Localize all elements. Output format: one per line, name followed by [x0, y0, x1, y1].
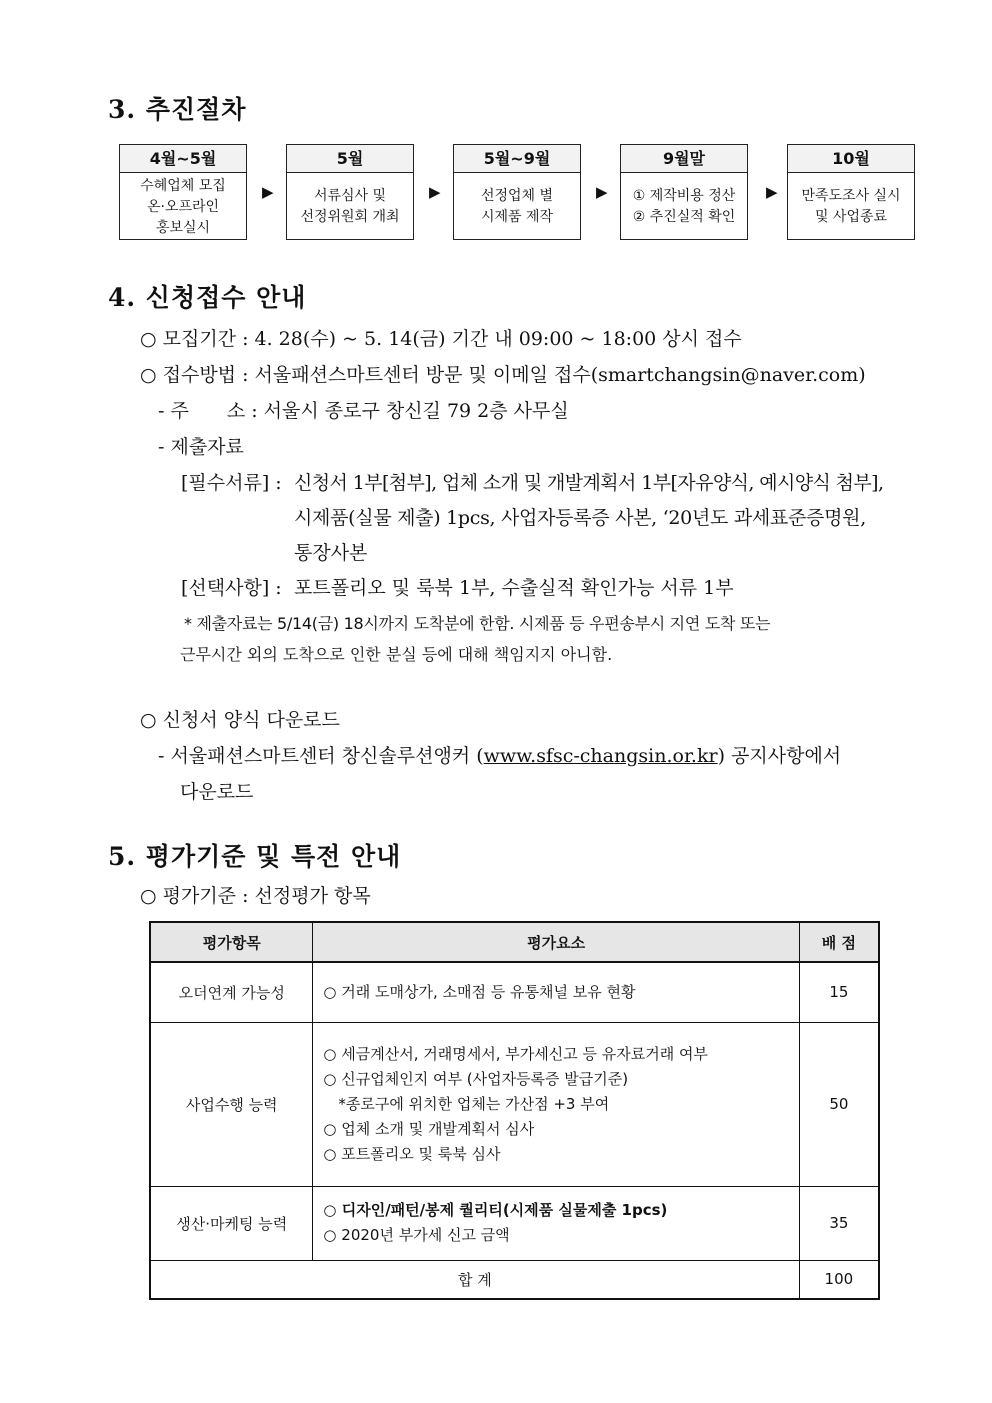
- download-suffix: ) 공지사항에서: [717, 745, 842, 767]
- required-docs-line: 시제품(실물 제출) 1pcs, 사업자등록증 사본, ‘20년도 과세표준증명원,: [294, 507, 866, 529]
- step-text: 시제품 제작: [480, 209, 554, 225]
- section-4-title: 4. 신청접수 안내: [108, 283, 307, 312]
- row-elements: [313, 1186, 799, 1260]
- section-5-title: 5. 평가기준 및 특전 안내: [108, 842, 402, 871]
- table-row: [150, 1022, 879, 1186]
- step-period: 10월: [788, 145, 914, 173]
- step-text: 수혜업체 모집: [140, 177, 226, 194]
- address: - 주 소 : 서울시 종로구 창신길 79 2층 사무실: [158, 400, 569, 422]
- step-text: 서류심사 및: [313, 188, 387, 204]
- element-line: ○ 세금계산서, 거래명세서, 부가세신고 등 유자료거래 여부: [323, 1044, 708, 1063]
- arrow-right-icon: ▶: [596, 183, 608, 201]
- step-text: ① 제작비용 정산: [632, 188, 736, 204]
- row-score: 50: [799, 1022, 879, 1186]
- process-step-5: [787, 144, 915, 240]
- header-item: 평가항목: [150, 922, 313, 962]
- row-item: 오더연계 가능성: [150, 962, 313, 1022]
- element-line: ○ 포트폴리오 및 룩북 심사: [323, 1144, 501, 1163]
- optional-docs-label: [선택사항] :: [181, 577, 282, 599]
- step-text: 선정업체 별: [480, 188, 554, 204]
- arrow-right-icon: ▶: [766, 183, 778, 201]
- step-text: 온·오프라인: [146, 198, 220, 215]
- download-label: ○ 신청서 양식 다운로드: [140, 709, 340, 731]
- header-score: 배 점: [799, 922, 879, 962]
- step-period: 4월~5월: [120, 145, 246, 173]
- website-link[interactable]: www.sfsc-changsin.or.kr: [483, 745, 718, 767]
- step-text: ② 추진실적 확인: [632, 209, 736, 225]
- step-text: 홍보실시: [155, 219, 211, 236]
- apply-method: ○ 접수방법 : 서울패션스마트센터 방문 및 이메일 접수(smartchangsin@naver.com): [140, 364, 866, 386]
- step-text: 및 사업종료: [814, 209, 888, 225]
- row-score: 35: [799, 1186, 879, 1260]
- download-prefix: - 서울패션스마트센터 창신솔루션앵커 (: [158, 745, 484, 767]
- download-line-2: 다운로드: [180, 781, 254, 803]
- table-total-row: [150, 1260, 879, 1299]
- row-elements: [313, 1022, 799, 1186]
- total-score: 100: [799, 1260, 879, 1299]
- step-period: 9월말: [621, 145, 747, 173]
- step-text: 만족도조사 실시: [801, 188, 901, 204]
- evaluation-table: [149, 921, 880, 1300]
- row-elements: [313, 962, 799, 1022]
- element-line: ○ 디자인/패턴/봉제 퀄리티(시제품 실물제출 1pcs): [323, 1201, 668, 1219]
- submission-note: * 제출자료는 5/14(금) 18시까지 도착분에 한함. 시제품 등 우편송부시 지연 도착 또는: [184, 614, 771, 633]
- element-line: *종로구에 위치한 업체는 가산점 +3 부여: [323, 1094, 610, 1113]
- table-row: [150, 1186, 879, 1260]
- criteria-label: ○ 평가기준 : 선정평가 항목: [140, 885, 371, 907]
- header-elements: 평가요소: [313, 922, 799, 962]
- required-docs-label: [필수서류] :: [181, 472, 282, 494]
- process-step-4: [620, 144, 748, 240]
- element-line: ○ 거래 도매상가, 소매점 등 유통채널 보유 현황: [323, 982, 636, 1001]
- required-docs-line: 통장사본: [294, 542, 368, 564]
- submission-note: 근무시간 외의 도착으로 인한 분실 등에 대해 책임지지 아니함.: [180, 645, 613, 664]
- row-item: 생산·마케팅 능력: [150, 1186, 313, 1260]
- row-item: 사업수행 능력: [150, 1022, 313, 1186]
- required-docs-line: 신청서 1부[첨부], 업체 소개 및 개발계획서 1부[자유양식, 예시양식 첨부],: [294, 472, 884, 494]
- element-line: ○ 신규업체인지 여부 (사업자등록증 발급기준): [323, 1069, 629, 1088]
- arrow-right-icon: ▶: [262, 183, 274, 201]
- step-period: 5월~9월: [454, 145, 580, 173]
- element-line: ○ 2020년 부가세 신고 금액: [323, 1226, 510, 1244]
- table-header-row: [150, 922, 879, 962]
- section-3-title: 3. 추진절차: [108, 95, 247, 124]
- docs-label: - 제출자료: [158, 436, 244, 458]
- element-line: ○ 업체 소개 및 개발계획서 심사: [323, 1119, 535, 1138]
- step-text: 선정위원회 개최: [300, 209, 400, 225]
- row-score: 15: [799, 962, 879, 1022]
- step-period: 5월: [287, 145, 413, 173]
- recruit-period: ○ 모집기간 : 4. 28(수) ~ 5. 14(금) 기간 내 09:00 ~ 18:00 상시 접수: [140, 328, 742, 350]
- download-line: [158, 741, 841, 768]
- arrow-right-icon: ▶: [429, 183, 441, 201]
- process-step-1: [119, 144, 247, 240]
- optional-docs-text: 포트폴리오 및 룩북 1부, 수출실적 확인가능 서류 1부: [294, 577, 734, 599]
- process-step-3: [453, 144, 581, 240]
- total-label: 합 계: [150, 1260, 799, 1299]
- process-step-2: [286, 144, 414, 240]
- table-row: [150, 962, 879, 1022]
